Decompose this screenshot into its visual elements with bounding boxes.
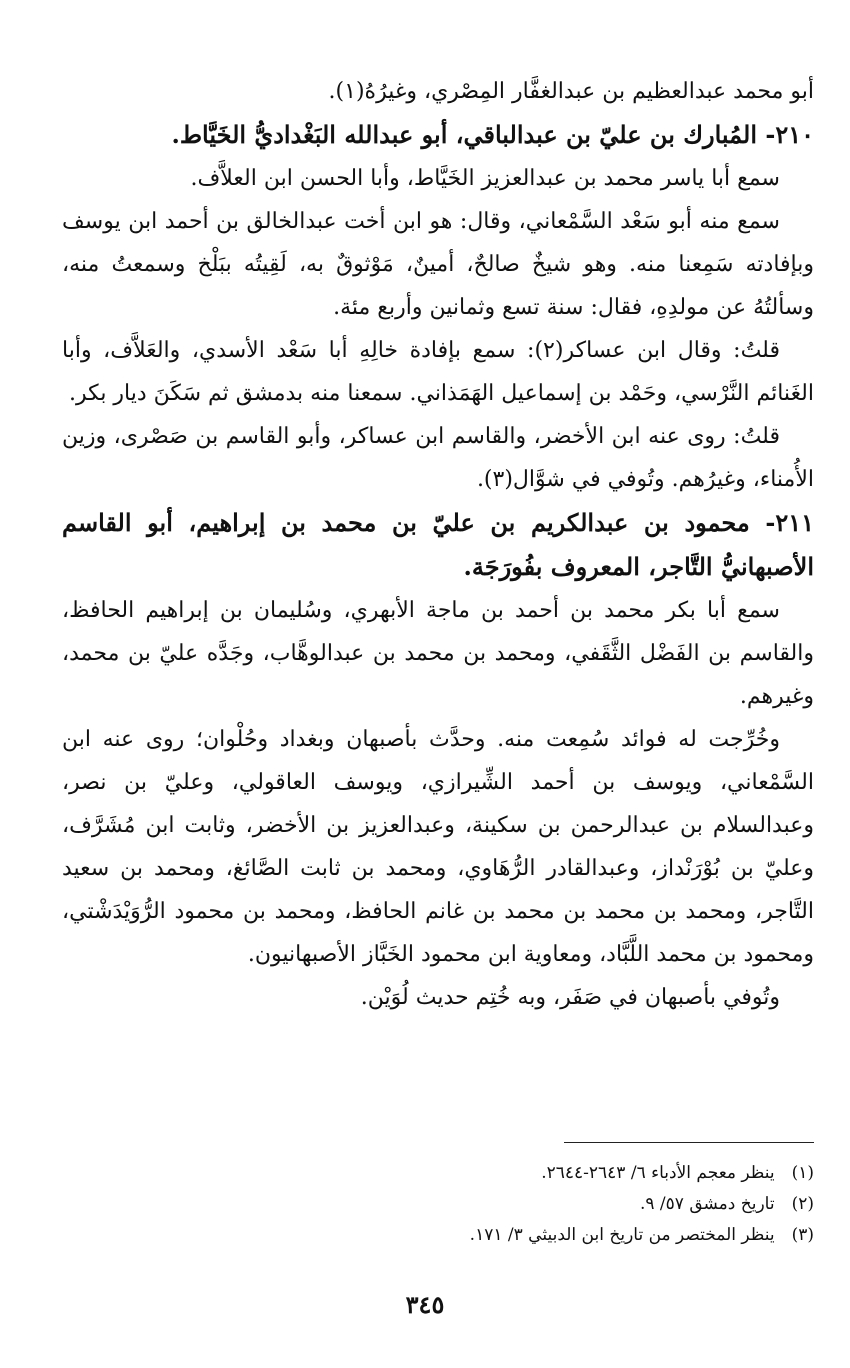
page-number: ٣٤٥ [405, 1290, 445, 1319]
footnotes [62, 1158, 814, 1251]
entry-210-paragraph: قلتُ: روى عنه ابن الأخضر، والقاسم ابن عساكر، وأبو القاسم بن صَصْرى، وزين الأُمناء، وغيرُهم. وتُوفي في شوَّال(٣). [62, 424, 814, 492]
footnote [62, 1189, 814, 1220]
footnote-text: ينظر المختصر من تاريخ ابن الدبيثي ٣/ ١٧١. [469, 1225, 775, 1245]
entry-211-paragraph: وتُوفي بأصبهان في صَفَر، وبه خُتِم حديث لُوَيْن. [360, 985, 780, 1010]
entry-210-heading: ٢١٠- المُبارك بن عليّ بن عبدالباقي، أبو عبدالله البَغْداديُّ الخَيَّاط. [171, 120, 814, 149]
footnote [62, 1158, 814, 1189]
entry-211-paragraph: سمع أبا بكر محمد بن أحمد بن ماجة الأبهري، وسُليمان بن إبراهيم الحافظ، والقاسم بن الفَضْل الثَّقَفي، ومحمد بن محمد بن عبدالوهَّاب، وجَدَّه عليّ بن محمد، وغيرهم. [62, 598, 814, 709]
paragraph-continuation: أبو محمد عبدالعظيم بن عبدالغفَّار المِصْري، وغيرُهُ(١). [328, 79, 814, 104]
footnote-number: (١) [791, 1163, 814, 1183]
entry-210-paragraph: سمع أبا ياسر محمد بن عبدالعزيز الخَيَّاط، وأبا الحسن ابن العلاَّف. [190, 166, 780, 191]
footnote [62, 1220, 814, 1251]
footnote-number: (٢) [791, 1194, 814, 1214]
entry-211-heading: ٢١١- محمود بن عبدالكريم بن عليّ بن محمد بن إبراهيم، أبو القاسم الأصبهانيُّ التَّاجر، المعروف بفُورَجَة. [62, 508, 814, 581]
entry-211-paragraph: وخُرِّجت له فوائد سُمِعت منه. وحدَّث بأصبهان وبغداد وحُلْوان؛ روى عنه ابن السَّمْعاني، ويوسف بن أحمد الشِّيرازي، ويوسف العاقولي، وعليّ بن نصر، وعبدالسلام بن عبدالرحمن بن سكينة، وعبدالعزيز بن الأخضر، وثابت ابن مُشَرَّف، وعليّ بن بُوْرَنْداز، وعبدالقادر الرُّهَاوي، ومحمد بن ثابت الصَّائغ، ومحمد بن سعيد التَّاجر، ومحمد بن محمد بن محمد بن غانم الحافظ، ومحمد بن محمود الرُّوَيْدَشْتي، ومحمود بن محمد اللَّبَّاد، ومعاوية ابن محمود الخَبَّاز الأصبهانيون. [62, 727, 814, 967]
entry-210-paragraph: سمع منه أبو سَعْد السَّمْعاني، وقال: هو ابن أخت عبدالخالق بن أحمد ابن يوسف وبإفادته سَمِعنا منه. وهو شيخٌ صالحٌ، أمينٌ، مَوْثوقٌ به، لَقِيتُه ببَلْخ وسمعتُ منه، وسألتُهُ عن مولدِهِ، فقال: سنة تسع وثمانين وأربع مئة. [62, 209, 814, 320]
footnote-text: تاريخ دمشق ٥٧/ ٩. [639, 1194, 775, 1214]
page-body [62, 70, 814, 1245]
footnote-divider [564, 1142, 814, 1143]
footnote-number: (٣) [791, 1225, 814, 1245]
entry-210-paragraph: قلتُ: وقال ابن عساكر(٢): سمع بإفادة خالِهِ أبا سَعْد الأسدي، والعَلاَّف، وأبا الغَنائم النَّرْسي، وحَمْد بن إسماعيل الهَمَذاني. سمعنا منه بدمشق ثم سَكَنَ ديار بكر. [62, 338, 814, 406]
footnote-text: ينظر معجم الأدباء ٦/ ٢٦٤٣-٢٦٤٤. [541, 1163, 775, 1183]
